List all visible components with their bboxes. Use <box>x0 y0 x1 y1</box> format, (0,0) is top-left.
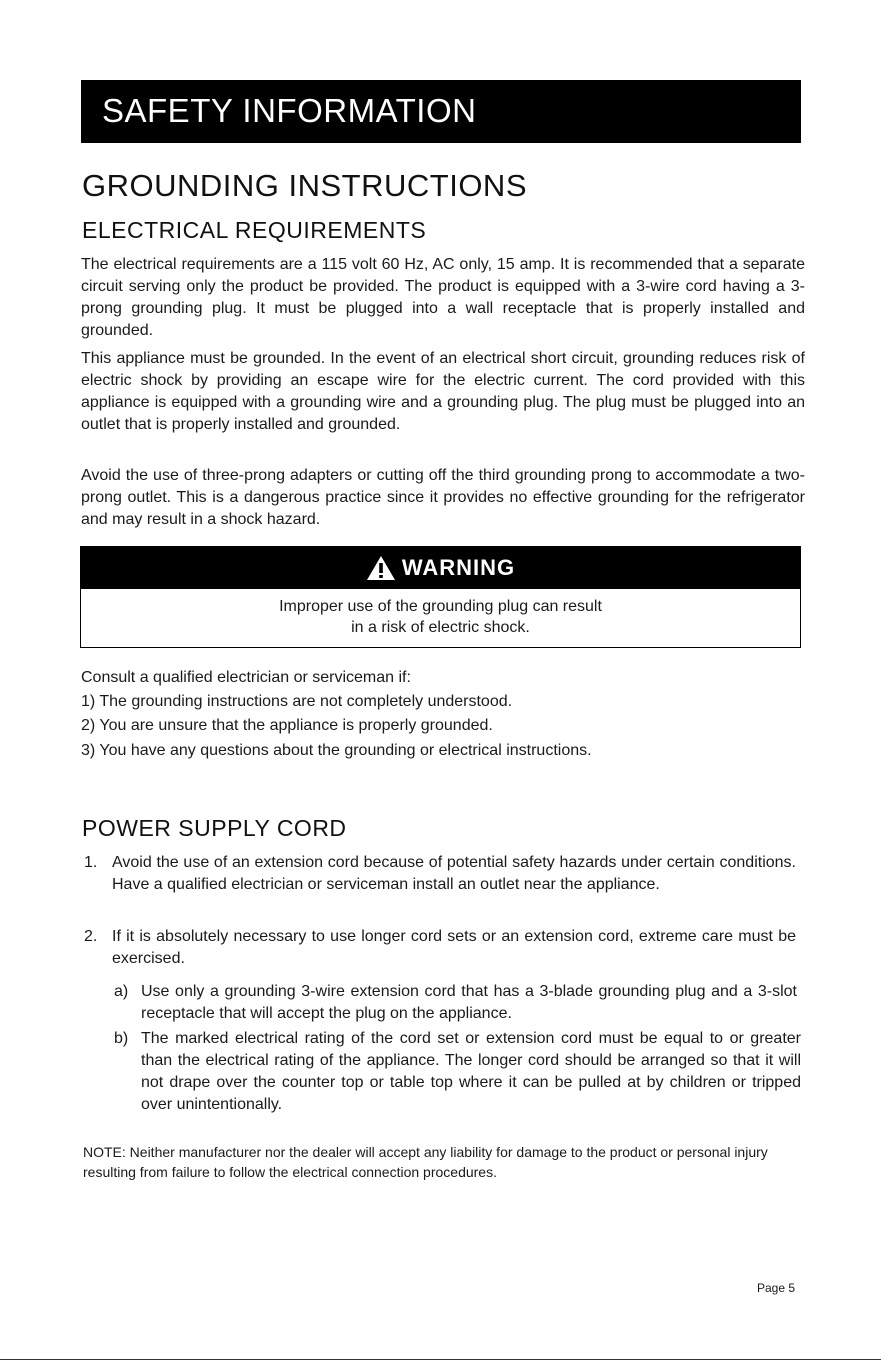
warning-message <box>81 596 800 638</box>
power-item-1-number: 1. <box>84 854 98 871</box>
consult-intro: Consult a qualified electrician or serviceman if: <box>81 669 411 686</box>
liability-note: NOTE: Neither manufacturer nor the dealer will accept any liability for damage to the product or personal injury resulting from failure to follow the electrical connection procedures. <box>83 1144 768 1180</box>
warning-header <box>81 547 800 589</box>
power-subitem-a-text: Use only a grounding 3-wire extension cord that has a 3-blade grounding plug and a 3-slot receptacle that will accept the plug on the appliance. <box>141 983 797 1022</box>
bottom-divider <box>0 1359 881 1360</box>
power-subitem-b-text: The marked electrical rating of the cord set or extension cord must be equal to or greater than the electrical rating of the appliance. The longer cord should be arranged so that it will not drape over the counter top or table top where it can be pulled at by children or tripped over unintentionally. <box>141 1030 801 1113</box>
power-item-2-text: If it is absolutely necessary to use longer cord sets or an extension cord, extreme care must be exercised. <box>112 928 796 967</box>
consult-item-1: 1) The grounding instructions are not completely understood. <box>81 693 513 710</box>
page-number: Page 5 <box>757 1281 796 1295</box>
paragraph-adapters: Avoid the use of three-prong adapters or cutting off the third grounding prong to accommodate a two-prong outlet. This is a dangerous practice since it provides no effective grounding for the refrigerator and may result in a shock hazard. <box>81 467 805 528</box>
warning-title: WARNING <box>401 555 516 580</box>
warning-triangle-icon <box>366 555 396 581</box>
power-item-2-number: 2. <box>84 928 98 945</box>
page-title: GROUNDING INSTRUCTIONS <box>82 168 527 203</box>
consult-item-2: 2) You are unsure that the appliance is properly grounded. <box>81 717 493 734</box>
section-heading-power: POWER SUPPLY CORD <box>82 815 347 841</box>
banner-title: SAFETY INFORMATION <box>102 92 477 129</box>
warning-box <box>80 546 801 648</box>
consult-item-3: 3) You have any questions about the grounding or electrical instructions. <box>81 742 592 759</box>
warning-line-1: Improper use of the grounding plug can result <box>279 598 602 615</box>
warning-line-2: in a risk of electric shock. <box>351 619 530 636</box>
paragraph-requirements: The electrical requirements are a 115 volt 60 Hz, AC only, 15 amp. It is recommended that a separate circuit serving only the product be provided. The product is equipped with a 3-wire cord having a 3-prong grounding plug. It must be plugged into a wall receptacle that is properly installed and grounded. <box>81 256 805 339</box>
paragraph-grounding: This appliance must be grounded. In the event of an electrical short circuit, grounding reduces risk of electric shock by providing an escape wire for the electric current. The cord provided with this appliance is equipped with a grounding wire and a grounding plug. The plug must be plugged into an outlet that is properly installed and grounded. <box>81 350 805 433</box>
section-banner <box>81 80 801 143</box>
power-subitem-b-number: b) <box>114 1030 129 1047</box>
power-subitem-a-number: a) <box>114 983 129 1000</box>
section-heading-electrical: ELECTRICAL REQUIREMENTS <box>82 217 427 243</box>
power-item-1-text: Avoid the use of an extension cord because of potential safety hazards under certain conditions. Have a qualified electrician or serviceman install an outlet near the appliance. <box>112 854 796 893</box>
